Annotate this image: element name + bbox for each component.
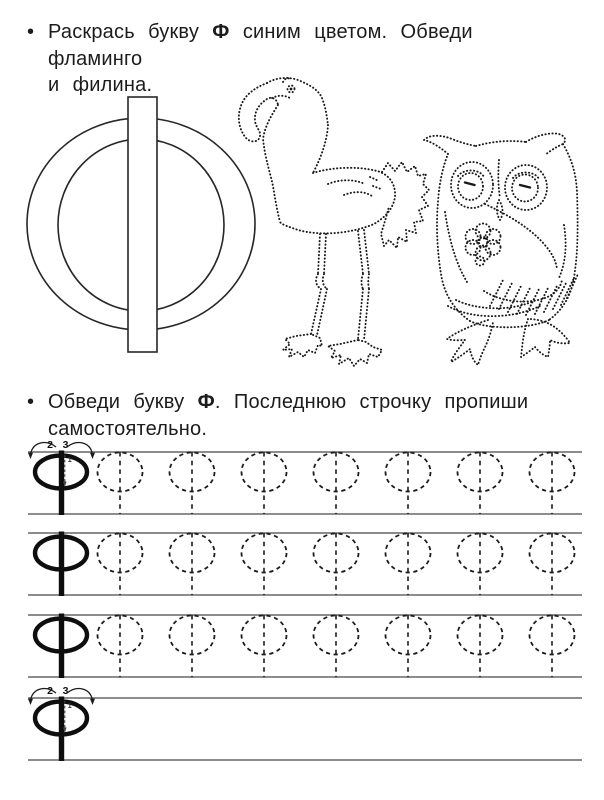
dashed-trace-letter [314,533,359,595]
dashed-trace-letter [98,615,143,677]
stroke-number-3: 3 [62,685,69,697]
practice-row-1 [0,435,604,519]
dashed-trace-letter [458,452,503,514]
owl-chest-line [445,212,467,282]
instruction-1-line2: и филина. [48,74,153,96]
owl-wing-edges [484,204,566,302]
flamingo-legs [311,230,369,340]
coloring-letter-f [25,95,260,357]
instruction-1-line1-pre: Раскрась букву [48,21,213,43]
dashed-trace-letter [242,533,287,595]
dashed-trace-letter [170,452,215,514]
right-arrowhead-icon [90,699,95,706]
dashed-trace-letter [98,452,143,514]
owl-left-foot [447,320,493,365]
dashed-trace-letter [530,452,575,514]
owl-figure [418,128,603,368]
dashed-trace-letter [242,452,287,514]
dashed-trace-letter [314,452,359,514]
practice-row-2 [0,516,604,600]
flamingo-eye-pupil [290,88,293,91]
stroke-number-2: 2 [47,439,53,451]
owl-flower [466,224,501,266]
owl-pupil-marks [465,183,530,188]
stroke-number-3: 3 [62,439,69,451]
bullet-marker-1: • [27,21,35,43]
flamingo-neck-right-path [313,125,328,173]
dashed-trace-letter [530,615,575,677]
dashed-trace-letter [170,615,215,677]
practice-row-4 [0,681,604,765]
stroke-number-1: 1 [67,455,72,464]
flamingo-tail-marks [370,177,381,189]
stroke-number-1: 1 [67,701,72,710]
left-arrowhead-icon [28,453,33,460]
instruction-1-line1-post: синим цветом. Обведи фламинго [48,21,473,70]
flamingo-beak-base-line [272,96,290,98]
flamingo-neck-left-path [263,105,280,222]
left-arrowhead-icon [28,699,33,706]
right-arrowhead-icon [90,453,95,460]
instruction-2-line2: самостоятельно. [48,417,208,440]
dashed-trace-letter [98,533,143,595]
flamingo-beak-path [239,83,278,141]
bold-sample-letter [35,614,87,679]
flamingo-right-foot [328,340,382,366]
bullet-marker-2: • [27,391,35,413]
owl-left-iris [458,173,483,200]
flamingo-wing-arcs [328,180,372,196]
letter-stem-bar [128,97,157,352]
instruction-2-line1-post: . Последнюю строчку пропиши [214,391,529,413]
flamingo-left-foot [283,334,322,357]
dashed-trace-letter [386,452,431,514]
dashed-trace-letter [242,615,287,677]
flamingo-body-path [280,168,395,234]
instruction-2-line1-pre: Обведи букву [48,391,198,413]
flamingo-figure [232,76,432,371]
owl-brow-line [498,160,500,198]
dashed-trace-letter [386,615,431,677]
instruction-2-letter: Ф [197,391,215,413]
dashed-trace-letter [314,615,359,677]
flamingo-outline [239,78,429,366]
bold-sample-letter [35,697,87,762]
bold-sample-letter [35,451,87,516]
owl-right-iris [512,175,538,202]
dashed-trace-letter [458,533,503,595]
dashed-trace-letter [170,533,215,595]
dashed-trace-letter [530,533,575,595]
dashed-trace-letter [386,533,431,595]
owl-right-foot [521,319,570,357]
bold-sample-letter [35,532,87,597]
instruction-1-letter: Ф [212,21,230,43]
practice-row-3 [0,598,604,682]
stroke-number-2: 2 [47,685,53,697]
owl-outline [424,133,578,365]
dashed-trace-letter [458,615,503,677]
